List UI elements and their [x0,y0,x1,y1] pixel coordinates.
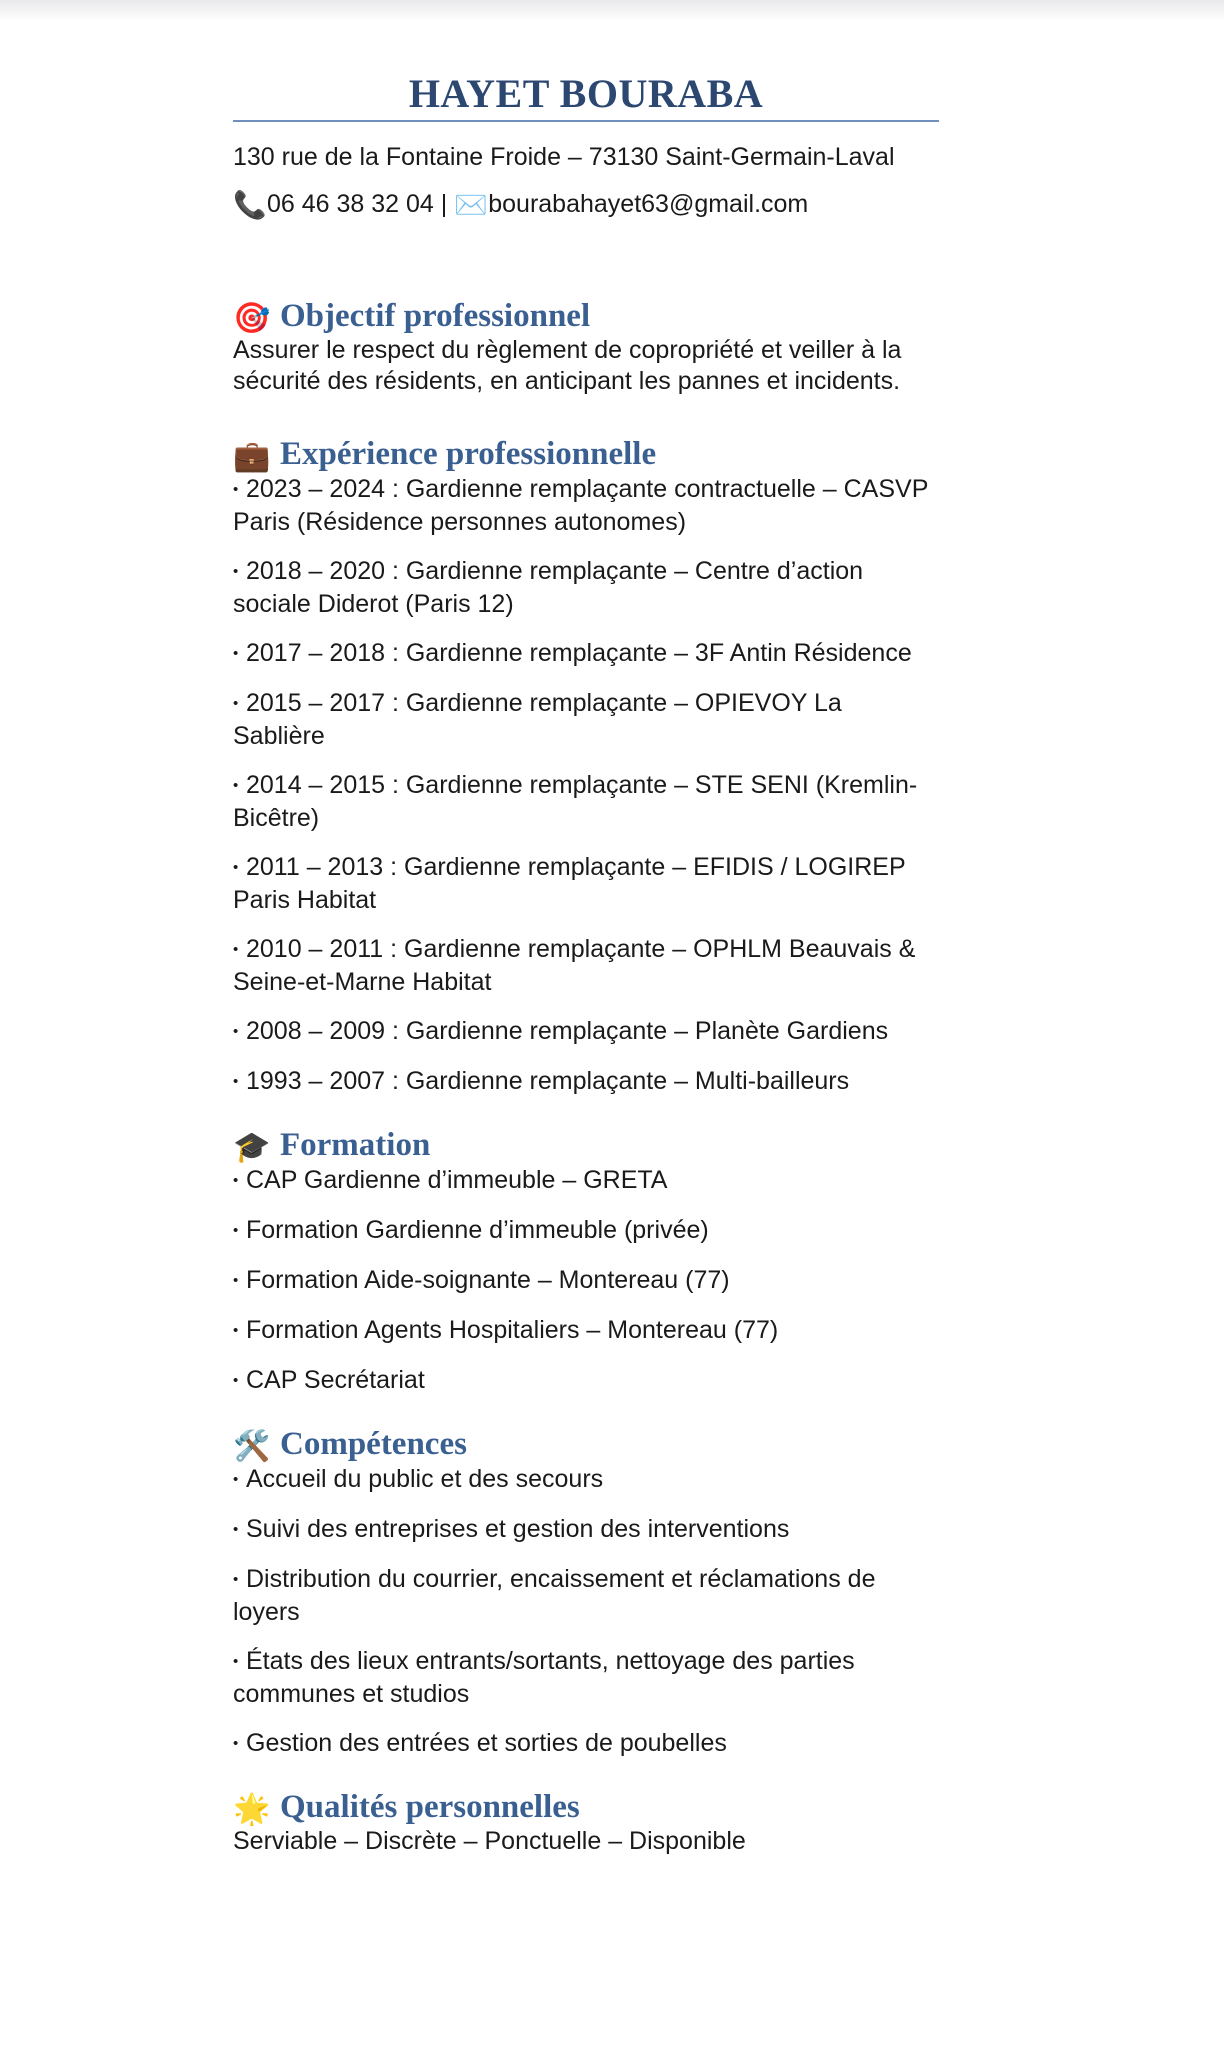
contact-line [233,189,939,220]
star-icon: 🌟 [233,1793,271,1826]
section-competences [233,1425,939,1760]
bullet: • [233,859,239,876]
bullet: • [233,481,239,498]
phone-number: 06 46 38 32 04 [267,190,434,218]
competence-item [233,1563,939,1628]
formation-item-text: CAP Gardienne d’immeuble – GRETA [246,1166,668,1194]
experience-item-text: 1993 – 2007 : Gardienne remplaçante – Multi-bailleurs [246,1067,850,1095]
bullet: • [233,645,239,662]
address-line: 130 rue de la Fontaine Froide – 73130 Saint-Germain-Laval [233,143,895,171]
competences-title: Compétences [280,1426,467,1462]
competence-item-text: Suivi des entreprises et gestion des interventions [246,1515,790,1543]
section-experience [233,435,939,1098]
contact-separator: | [440,190,448,218]
experience-item [233,1065,939,1098]
competence-item-text: Accueil du public et des secours [246,1465,604,1493]
bullet: • [233,777,239,794]
formation-item [233,1364,939,1397]
target-icon: 🎯 [233,302,271,335]
experience-item [233,637,939,670]
formation-item [233,1264,939,1297]
experience-item [233,769,939,834]
experience-item-text: 2014 – 2015 : Gardienne remplaçante – STE SENI (Kremlin-Bicêtre) [233,771,918,832]
bullet: • [233,941,239,958]
experience-item-text: 2010 – 2011 : Gardienne remplaçante – OPHLM Beauvais & Seine-et-Marne Habitat [233,935,916,996]
page-top-shadow [0,0,1224,22]
experience-item-text: 2015 – 2017 : Gardienne remplaçante – OPIEVOY La Sablière [233,689,842,750]
experience-item-text: 2011 – 2013 : Gardienne remplaçante – EFIDIS / LOGIREP Paris Habitat [233,853,906,914]
formation-title: Formation [280,1127,431,1163]
bullet: • [233,1322,239,1339]
formation-item [233,1314,939,1347]
email-address: bourabahayet63@gmail.com [488,190,809,218]
section-title-competences [233,1425,939,1463]
bullet: • [233,563,239,580]
experience-item [233,1015,939,1048]
tools-icon: 🛠️ [233,1430,271,1463]
section-title-formation [233,1126,939,1164]
section-title-experience [233,435,939,473]
bullet: • [233,1272,239,1289]
experience-item [233,555,939,620]
experience-item-text: 2018 – 2020 : Gardienne remplaçante – Centre d’action sociale Diderot (Paris 12) [233,557,864,618]
briefcase-icon: 💼 [233,440,271,473]
bullet: • [233,695,239,712]
formation-item-text: CAP Secrétariat [246,1366,425,1394]
experience-item [233,687,939,752]
formation-item [233,1164,939,1197]
bullet: • [233,1571,239,1588]
bullet: • [233,1372,239,1389]
section-title-qualites [233,1788,939,1826]
section-title-objectif [233,297,939,335]
experience-title: Expérience professionnelle [280,436,657,472]
bullet: • [233,1172,239,1189]
experience-item-text: 2023 – 2024 : Gardienne remplaçante contractuelle – CASVP Paris (Résidence personnes autonomes) [233,475,928,536]
bullet: • [233,1471,239,1488]
competence-item [233,1513,939,1546]
competence-item [233,1645,939,1710]
objectif-text: Assurer le respect du règlement de copropriété et veiller à la sécurité des résidents, en anticipant les pannes et incidents. [233,336,902,395]
competence-item-text: Distribution du courrier, encaissement et réclamations de loyers [233,1565,876,1626]
competence-item [233,1463,939,1496]
competence-item-text: Gestion des entrées et sorties de poubelles [246,1729,727,1757]
experience-item [233,473,939,538]
phone-icon: 📞 [233,190,267,220]
bullet: • [233,1222,239,1239]
resume-document [233,70,939,1857]
section-objectif [233,297,939,397]
experience-item [233,933,939,998]
bullet: • [233,1735,239,1752]
experience-item [233,851,939,916]
competence-item-text: États des lieux entrants/sortants, nettoyage des parties communes et studios [233,1647,855,1708]
competence-item [233,1727,939,1760]
candidate-name: HAYET BOURABA [233,70,939,122]
section-qualites [233,1788,939,1857]
experience-item-text: 2008 – 2009 : Gardienne remplaçante – Planète Gardiens [246,1017,889,1045]
section-formation [233,1126,939,1397]
experience-item-text: 2017 – 2018 : Gardienne remplaçante – 3F Antin Résidence [246,639,912,667]
qualites-title: Qualités personnelles [280,1789,580,1825]
objectif-title: Objectif professionnel [280,298,591,334]
bullet: • [233,1521,239,1538]
bullet: • [233,1023,239,1040]
formation-item-text: Formation Aide-soignante – Montereau (77) [246,1266,730,1294]
bullet: • [233,1653,239,1670]
formation-item [233,1214,939,1247]
formation-item-text: Formation Gardienne d’immeuble (privée) [246,1216,709,1244]
qualites-text: Serviable – Discrète – Ponctuelle – Disponible [233,1827,746,1855]
formation-item-text: Formation Agents Hospitaliers – Montereau (77) [246,1316,779,1344]
email-icon: ✉️ [454,190,488,220]
bullet: • [233,1073,239,1090]
graduation-cap-icon: 🎓 [233,1131,271,1164]
